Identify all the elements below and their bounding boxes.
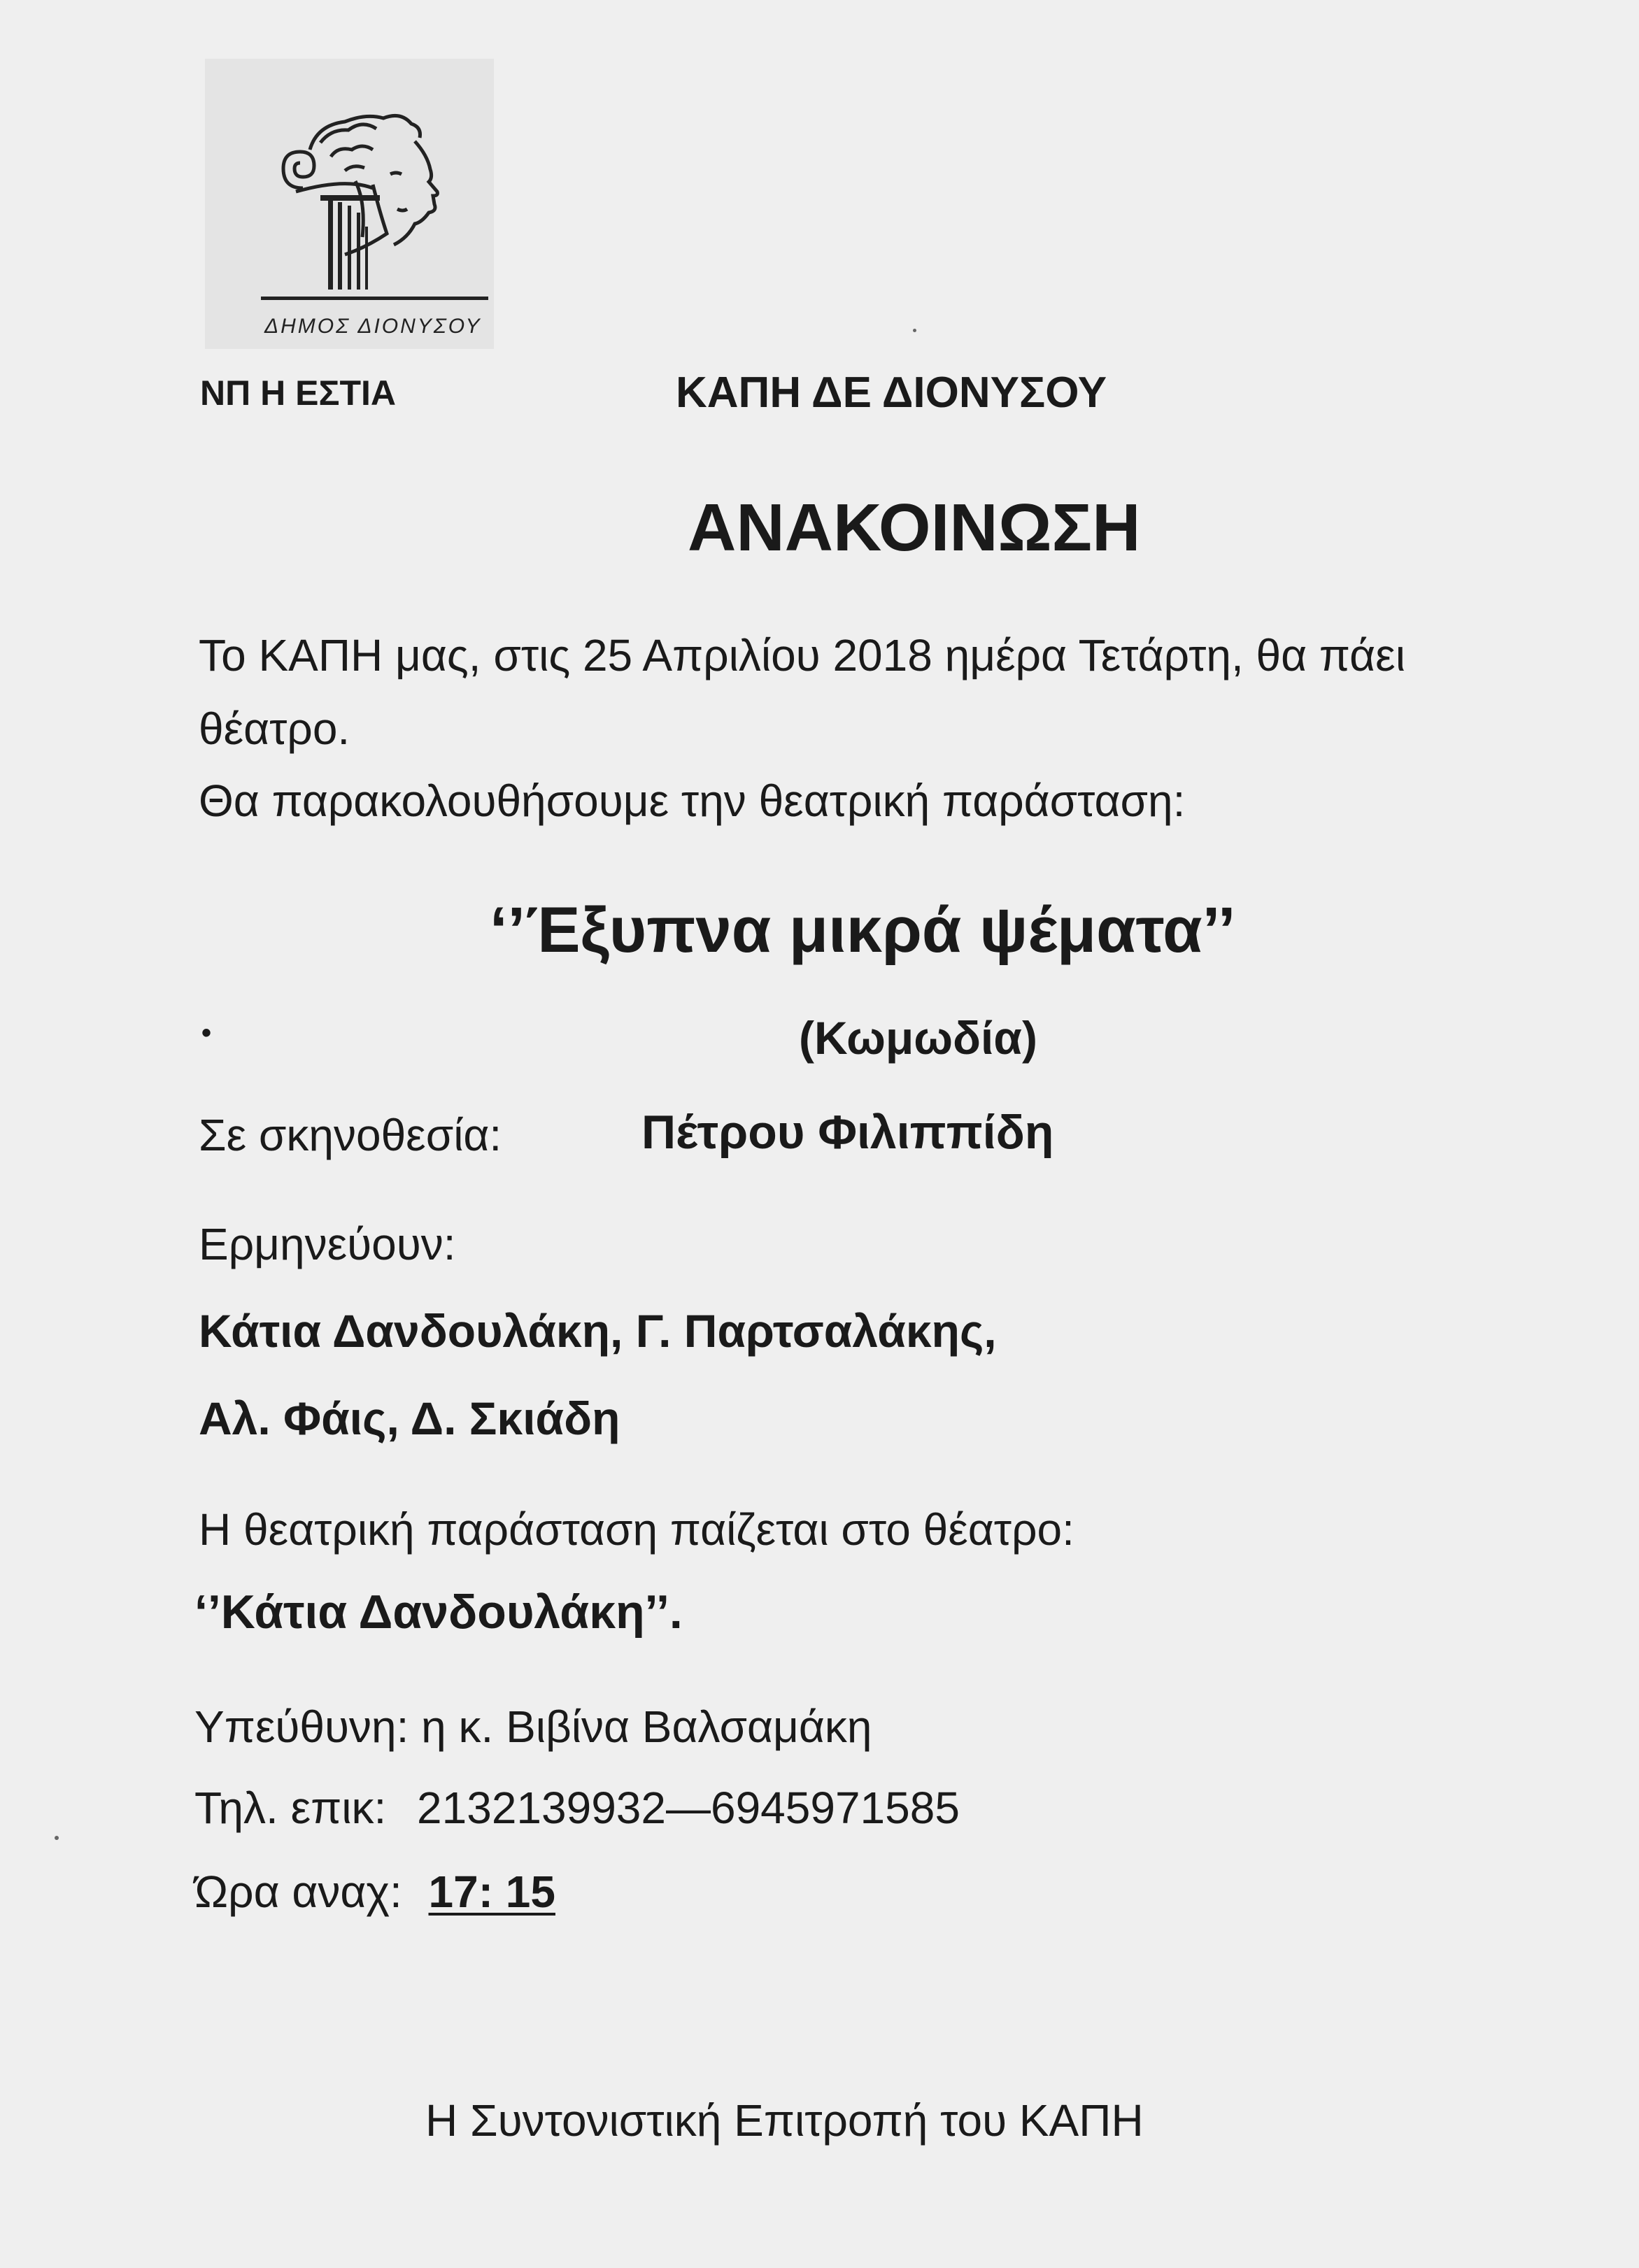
play-genre: (Κωμωδία) — [799, 1012, 1037, 1064]
intro-line-3: Θα παρακολουθήσουμε την θεατρική παράσταση: — [199, 776, 1186, 826]
play-title: ‘’Έξυπνα μικρά ψέματα’’ — [490, 894, 1236, 966]
center-heading: ΚΑΠΗ ΔΕ ΔΙΟΝΥΣΟΥ — [676, 369, 1107, 417]
dionysos-head-logo-icon — [205, 59, 494, 349]
departure-label: Ώρα αναχ: — [194, 1867, 402, 1917]
page-title: ΑΝΑΚΟΙΝΩΣΗ — [688, 490, 1141, 565]
departure-time: 17: 15 — [428, 1867, 555, 1917]
cast-line-1: Κάτια Δανδουλάκη, Γ. Παρτσαλάκης, — [199, 1305, 997, 1357]
departure-row — [194, 1866, 555, 1918]
intro-line-2: θέατρο. — [199, 704, 350, 754]
phone-row — [194, 1782, 960, 1834]
venue-name-row — [194, 1585, 683, 1639]
logo-caption: ΔΗΜΟΣ ΔΙΟΝΥΣΟΥ — [264, 315, 482, 338]
venue-suffix: . — [669, 1585, 683, 1639]
cast-label: Ερμηνεύουν: — [199, 1219, 456, 1269]
logo — [205, 59, 494, 349]
direction-label: Σε σκηνοθεσία: — [199, 1110, 502, 1160]
cast-line-2: Αλ. Φάις, Δ. Σκιάδη — [199, 1392, 620, 1444]
phone-label: Τηλ. επικ: — [194, 1783, 387, 1833]
responsible-person: Υπεύθυνη: η κ. Βιβίνα Βαλσαμάκη — [194, 1702, 872, 1752]
venue-line: Η θεατρική παράσταση παίζεται στο θέατρο: — [199, 1504, 1074, 1555]
phone-numbers: 2132139932—6945971585 — [417, 1783, 960, 1833]
intro-line-1: Το ΚΑΠΗ μας, στις 25 Απριλίου 2018 ημέρα Τετάρτη, θα πάει — [199, 630, 1405, 680]
bullet: • — [201, 1018, 212, 1048]
signature: Η Συντονιστική Επιτροπή του ΚΑΠΗ — [425, 2095, 1144, 2146]
venue-name: ‘’Κάτια Δανδουλάκη’’ — [194, 1585, 669, 1639]
organization-label: ΝΠ Η ΕΣΤΙΑ — [200, 373, 397, 413]
scan-speck — [913, 329, 916, 332]
scan-speck — [55, 1836, 59, 1840]
director-name: Πέτρου Φιλιππίδη — [641, 1106, 1054, 1159]
